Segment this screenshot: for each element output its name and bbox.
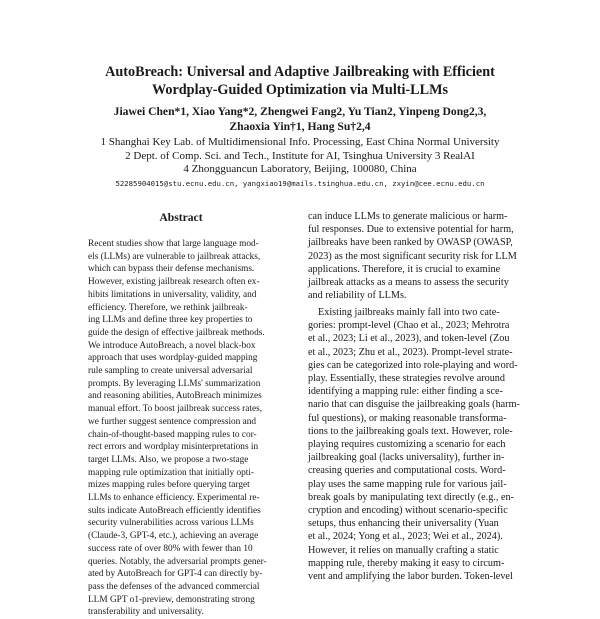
body-line: gories: prompt-level (Chao et al., 2023; Mehrotra — [308, 320, 510, 332]
body-line: ful responses. Due to extensive potential for harm, — [308, 224, 514, 236]
body-line: setups, thus enhancing their universality (Yuan — [308, 518, 499, 530]
body-line: ful questions), or making reasonable transforma- — [308, 412, 507, 424]
abstract-line: chain-of-thought-based mapping rules to cor- — [88, 429, 257, 440]
body-line: 2023) as the most significant security risk for LLM — [308, 250, 517, 262]
abstract-line: queries. Notably, the adversarial prompts gener- — [88, 556, 267, 567]
email-addresses: 52285904015@stu.ecnu.edu.cn, yangxiao19@mails.tsinghua.edu.cn, zxyin@cee.ecnu.edu.cn — [115, 179, 485, 188]
abstract-line: We introduce AutoBreach, a novel black-box — [88, 340, 256, 351]
author-list — [0, 104, 600, 134]
body-line: and reliability of LLMs. — [308, 290, 407, 302]
abstract-line: pass the defenses of the advanced commercial — [88, 581, 260, 592]
affiliation-line-2: 2 Dept. of Comp. Sci. and Tech., Institute for AI, Tsinghua University 3 RealAI — [125, 149, 475, 162]
intro-paragraph-1 — [308, 210, 540, 302]
body-line: Existing jailbreaks mainly fall into two cate- — [318, 306, 500, 318]
body-line: play uses the same mapping rule for various jail- — [308, 478, 507, 490]
body-line: identifying a mapping rule: either finding a sce- — [308, 386, 503, 398]
abstract-line: mapping rule optimization that initially opti- — [88, 467, 255, 478]
author-line-2: Zhaoxia Yin†1, Hang Su†2,4 — [229, 120, 371, 133]
body-line: creasing queries and computational costs. Word- — [308, 465, 506, 477]
abstract-line: guide the design of effective jailbreak methods. — [88, 327, 265, 338]
abstract-line: we further suggest sentence compression and — [88, 416, 257, 427]
abstract-line: transferability and universality. — [88, 607, 204, 618]
body-line: playing requires customizing a scenario for each — [308, 438, 506, 450]
abstract-line: and reasoning abilities, AutoBreach minimizes — [88, 391, 262, 402]
abstract-heading: Abstract — [159, 211, 203, 224]
abstract-line: manual effort. To boost jailbreak success rates, — [88, 404, 263, 415]
abstract-line: success rate of over 80% with fewer than 10 — [88, 543, 253, 554]
body-line: gies can be categorized into role-playing and word- — [308, 359, 518, 371]
abstract-line: rect errors and wordplay misinterpretations in — [88, 442, 259, 453]
body-line: jailbreaks have been ranked by OWASP (OWASP, — [308, 237, 513, 249]
abstract-line: approach that uses wordplay-guided mapping — [88, 353, 258, 364]
body-line: vent and amplifying the labor burden. Token-level — [308, 570, 513, 582]
affiliation-line-1: 1 Shanghai Key Lab. of Multidimensional Info. Processing, East China Normal University — [100, 136, 500, 148]
body-line: can induce LLMs to generate malicious or harm- — [308, 211, 508, 222]
body-line: mapping rule, thereby making it easy to circum- — [308, 557, 505, 569]
abstract-line: However, existing jailbreak research often ex- — [88, 277, 260, 288]
intro-paragraph-2 — [308, 306, 540, 583]
affiliation-line-3: 4 Zhongguancun Laboratory, Beijing, 100080, China — [183, 163, 417, 175]
body-line: et al., 2024; Yong et al., 2023; Wei et al., 2024). — [308, 531, 503, 543]
abstract-line: hibits limitations in universality, validity, and — [88, 289, 257, 300]
body-line: nario that can disguise the jailbreaking goals (harm- — [308, 399, 520, 411]
title-line-1: AutoBreach: Universal and Adaptive Jailbreaking with Efficient — [105, 64, 495, 80]
author-line-1: Jiawei Chen*1, Xiao Yang*2, Zhengwei Fang2, Yu Tian2, Yinpeng Dong2,3, — [113, 105, 487, 118]
abstract-line: LLMs to enhance efficiency. Experimental re- — [88, 493, 260, 504]
abstract-line: (Claude-3, GPT-4, etc.), achieving an average — [88, 531, 259, 542]
abstract-line: efficiency. Therefore, we rethink jailbreak- — [88, 302, 248, 313]
abstract-line: Recent studies show that large language mod- — [88, 239, 259, 249]
abstract-line: which can bypass their defense mechanisms. — [88, 264, 255, 275]
body-line: applications. Therefore, it is crucial to examine — [308, 263, 501, 275]
abstract-line: ated by AutoBreach for GPT-4 can directly by- — [88, 569, 263, 580]
abstract-line: ing LLMs and define three key properties to — [88, 315, 253, 326]
introduction-column — [308, 210, 540, 583]
body-line: tions to the jailbreaking goals text. However, role- — [308, 425, 513, 437]
body-line: jailbreaking goal (lacks universality), further in- — [308, 452, 505, 464]
body-line: play. Essentially, these strategies revolve around — [308, 372, 505, 384]
abstract-line: sults indicate AutoBreach efficiently identifies — [88, 505, 261, 516]
body-line: et al., 2023; Li et al., 2023), and token-level (Zou — [308, 333, 510, 345]
body-line: cryption and encoding) without scenario-specific — [308, 504, 508, 516]
body-line: et al., 2023; Zhu et al., 2023). Prompt-level strate- — [308, 346, 513, 358]
abstract-line: prompts. By leveraging LLMs' summarization — [88, 378, 261, 389]
abstract-line: mizes mapping rules before querying target — [88, 480, 250, 491]
abstract-line: target LLMs. Also, we propose a two-stage — [88, 454, 249, 465]
abstract-line: els (LLMs) are vulnerable to jailbreak attacks, — [88, 251, 261, 262]
abstract-line: rule sampling to create universal adversarial — [88, 366, 253, 377]
abstract-line: LLM GPT o1-preview, demonstrating strong — [88, 594, 255, 605]
body-line: jailbreak attacks as a means to assess the security — [308, 277, 509, 289]
abstract-body — [88, 238, 274, 619]
title-line-2: Wordplay-Guided Optimization via Multi-LLMs — [152, 81, 448, 98]
abstract-line: security vulnerabilities across various LLMs — [88, 518, 254, 529]
body-line: However, it relies on manually crafting a static — [308, 544, 499, 556]
affiliations — [0, 136, 600, 177]
body-line: break goals by manipulating text directly (e.g., en- — [308, 491, 514, 503]
paper-title — [0, 64, 600, 99]
